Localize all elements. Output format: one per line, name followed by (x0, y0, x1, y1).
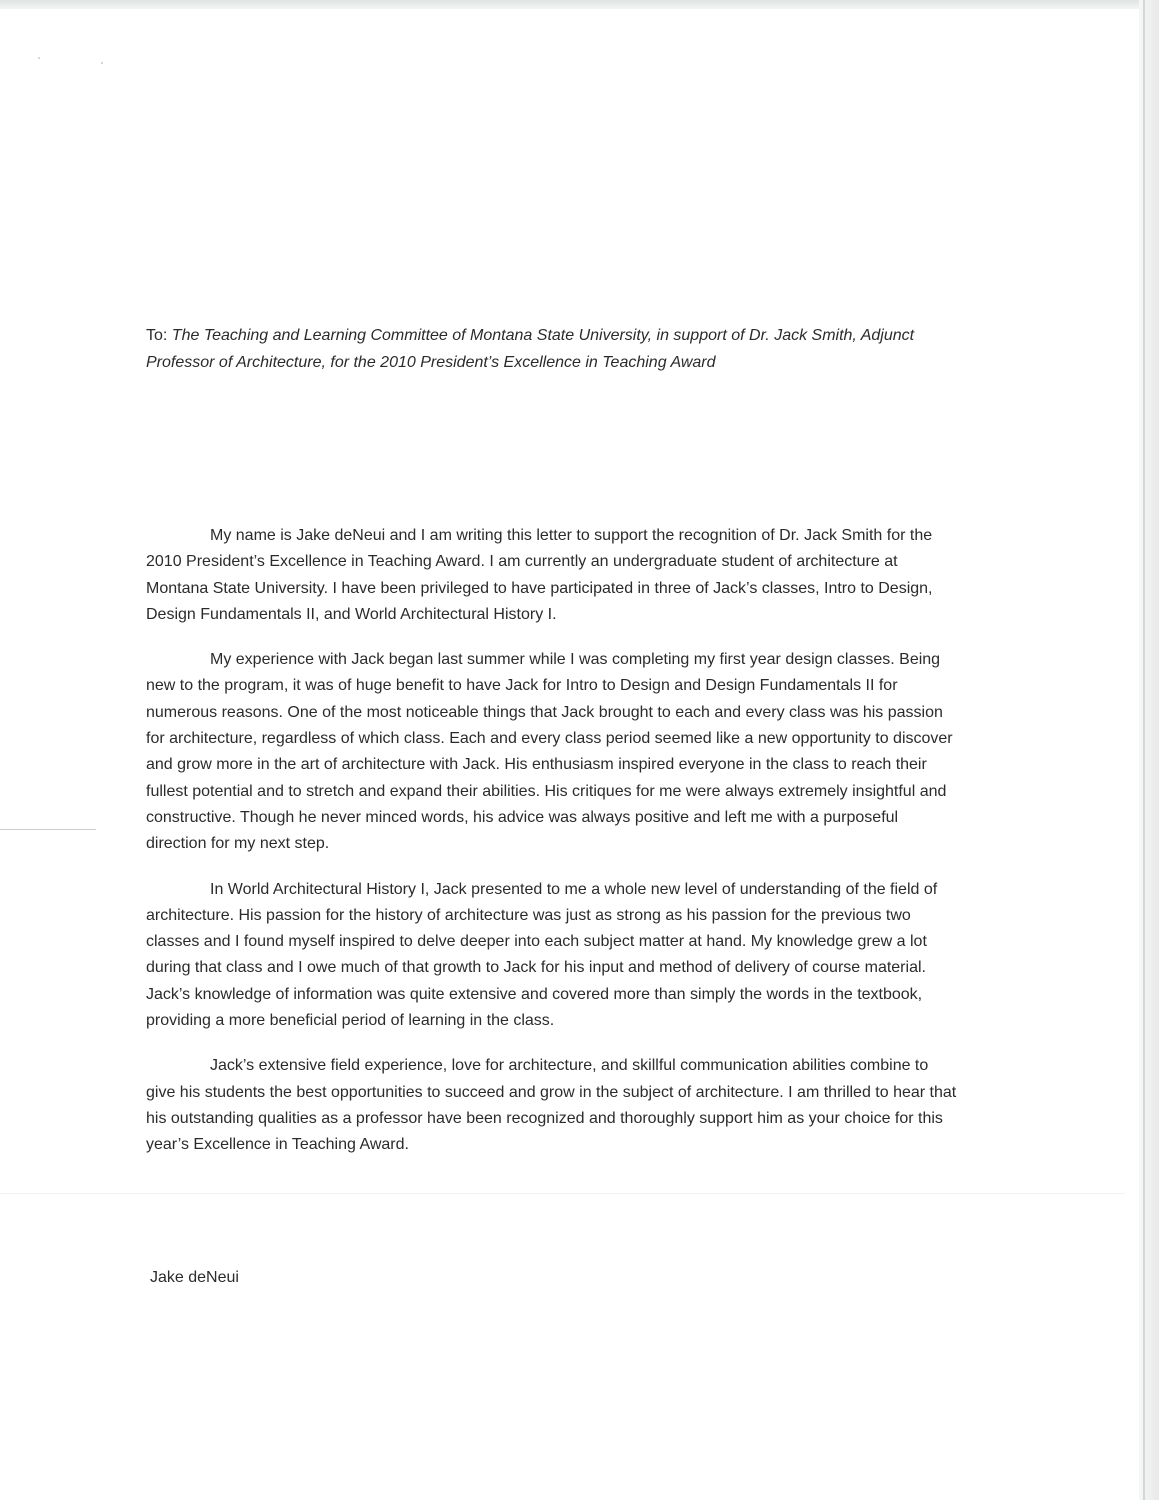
scan-edge-right (1139, 0, 1159, 1500)
letter-paragraph: In World Architectural History I, Jack presented to me a whole new level of understanding of the field of architecture. His passion for the history of architecture was just as strong as his passion for the previous two classes and I found myself inspired to delve deeper into each subject matter at hand. My knowledge grew a lot during that class and I owe much of that growth to Jack for his input and method of delivery of course material. Jack’s knowledge of information was quite extensive and covered more than simply the words in the textbook, providing a more beneficial period of learning in the class. (146, 880, 938, 1030)
letter-paragraph: My experience with Jack began last summer while I was completing my first year design classes. Being new to the program, it was of huge benefit to have Jack for Intro to Design and Design Fundamentals II for numerous reasons. One of the most noticeable things that Jack brought to each and every class was his passion for architecture, regardless of which class. Each and every class period seemed like a new opportunity to discover and grow more in the art of architecture with Jack. His enthusiasm inspired everyone in the class to reach their fullest potential and to stretch and expand their abilities. His critiques for me were always extremely insightful and constructive. Though he never minced words, his advice was always positive and left me with a purposeful direction for my next step. (146, 651, 953, 853)
scan-edge-top (0, 0, 1159, 9)
scan-mark-left (0, 829, 96, 830)
recipient-line (146, 322, 946, 376)
recipient-text: The Teaching and Learning Committee of Montana State University, in support of Dr. Jack Smith, Adjunct Professor of Architecture, for the 2010 President’s Excellence in Teaching Award (146, 327, 915, 371)
scan-speck (38, 57, 40, 59)
signature-name: Jake deNeui (150, 1269, 239, 1286)
scan-speck (101, 62, 103, 64)
letter-paragraph: Jack’s extensive field experience, love for architecture, and skillful communication abilities combine to give his students the best opportunities to succeed and grow in the subject of architecture. I am thrilled to hear that his outstanding qualities as a professor have been recognized and thoroughly support him as your choice for this year’s Excellence in Teaching Award. (146, 1057, 957, 1154)
letter-paragraph: My name is Jake deNeui and I am writing this letter to support the recognition of Dr. Jack Smith for the 2010 President’s Excellence in Teaching Award. I am currently an undergraduate student of architecture at Montana State University. I have been privileged to have participated in three of Jack’s classes, Intro to Design, Design Fundamentals II, and World Architectural History I. (146, 527, 933, 623)
scan-mark-bottom (0, 1193, 1125, 1194)
letter-body (146, 523, 958, 1178)
scan-edge-right-line (1143, 0, 1145, 1500)
recipient-lead: To: (146, 327, 168, 344)
